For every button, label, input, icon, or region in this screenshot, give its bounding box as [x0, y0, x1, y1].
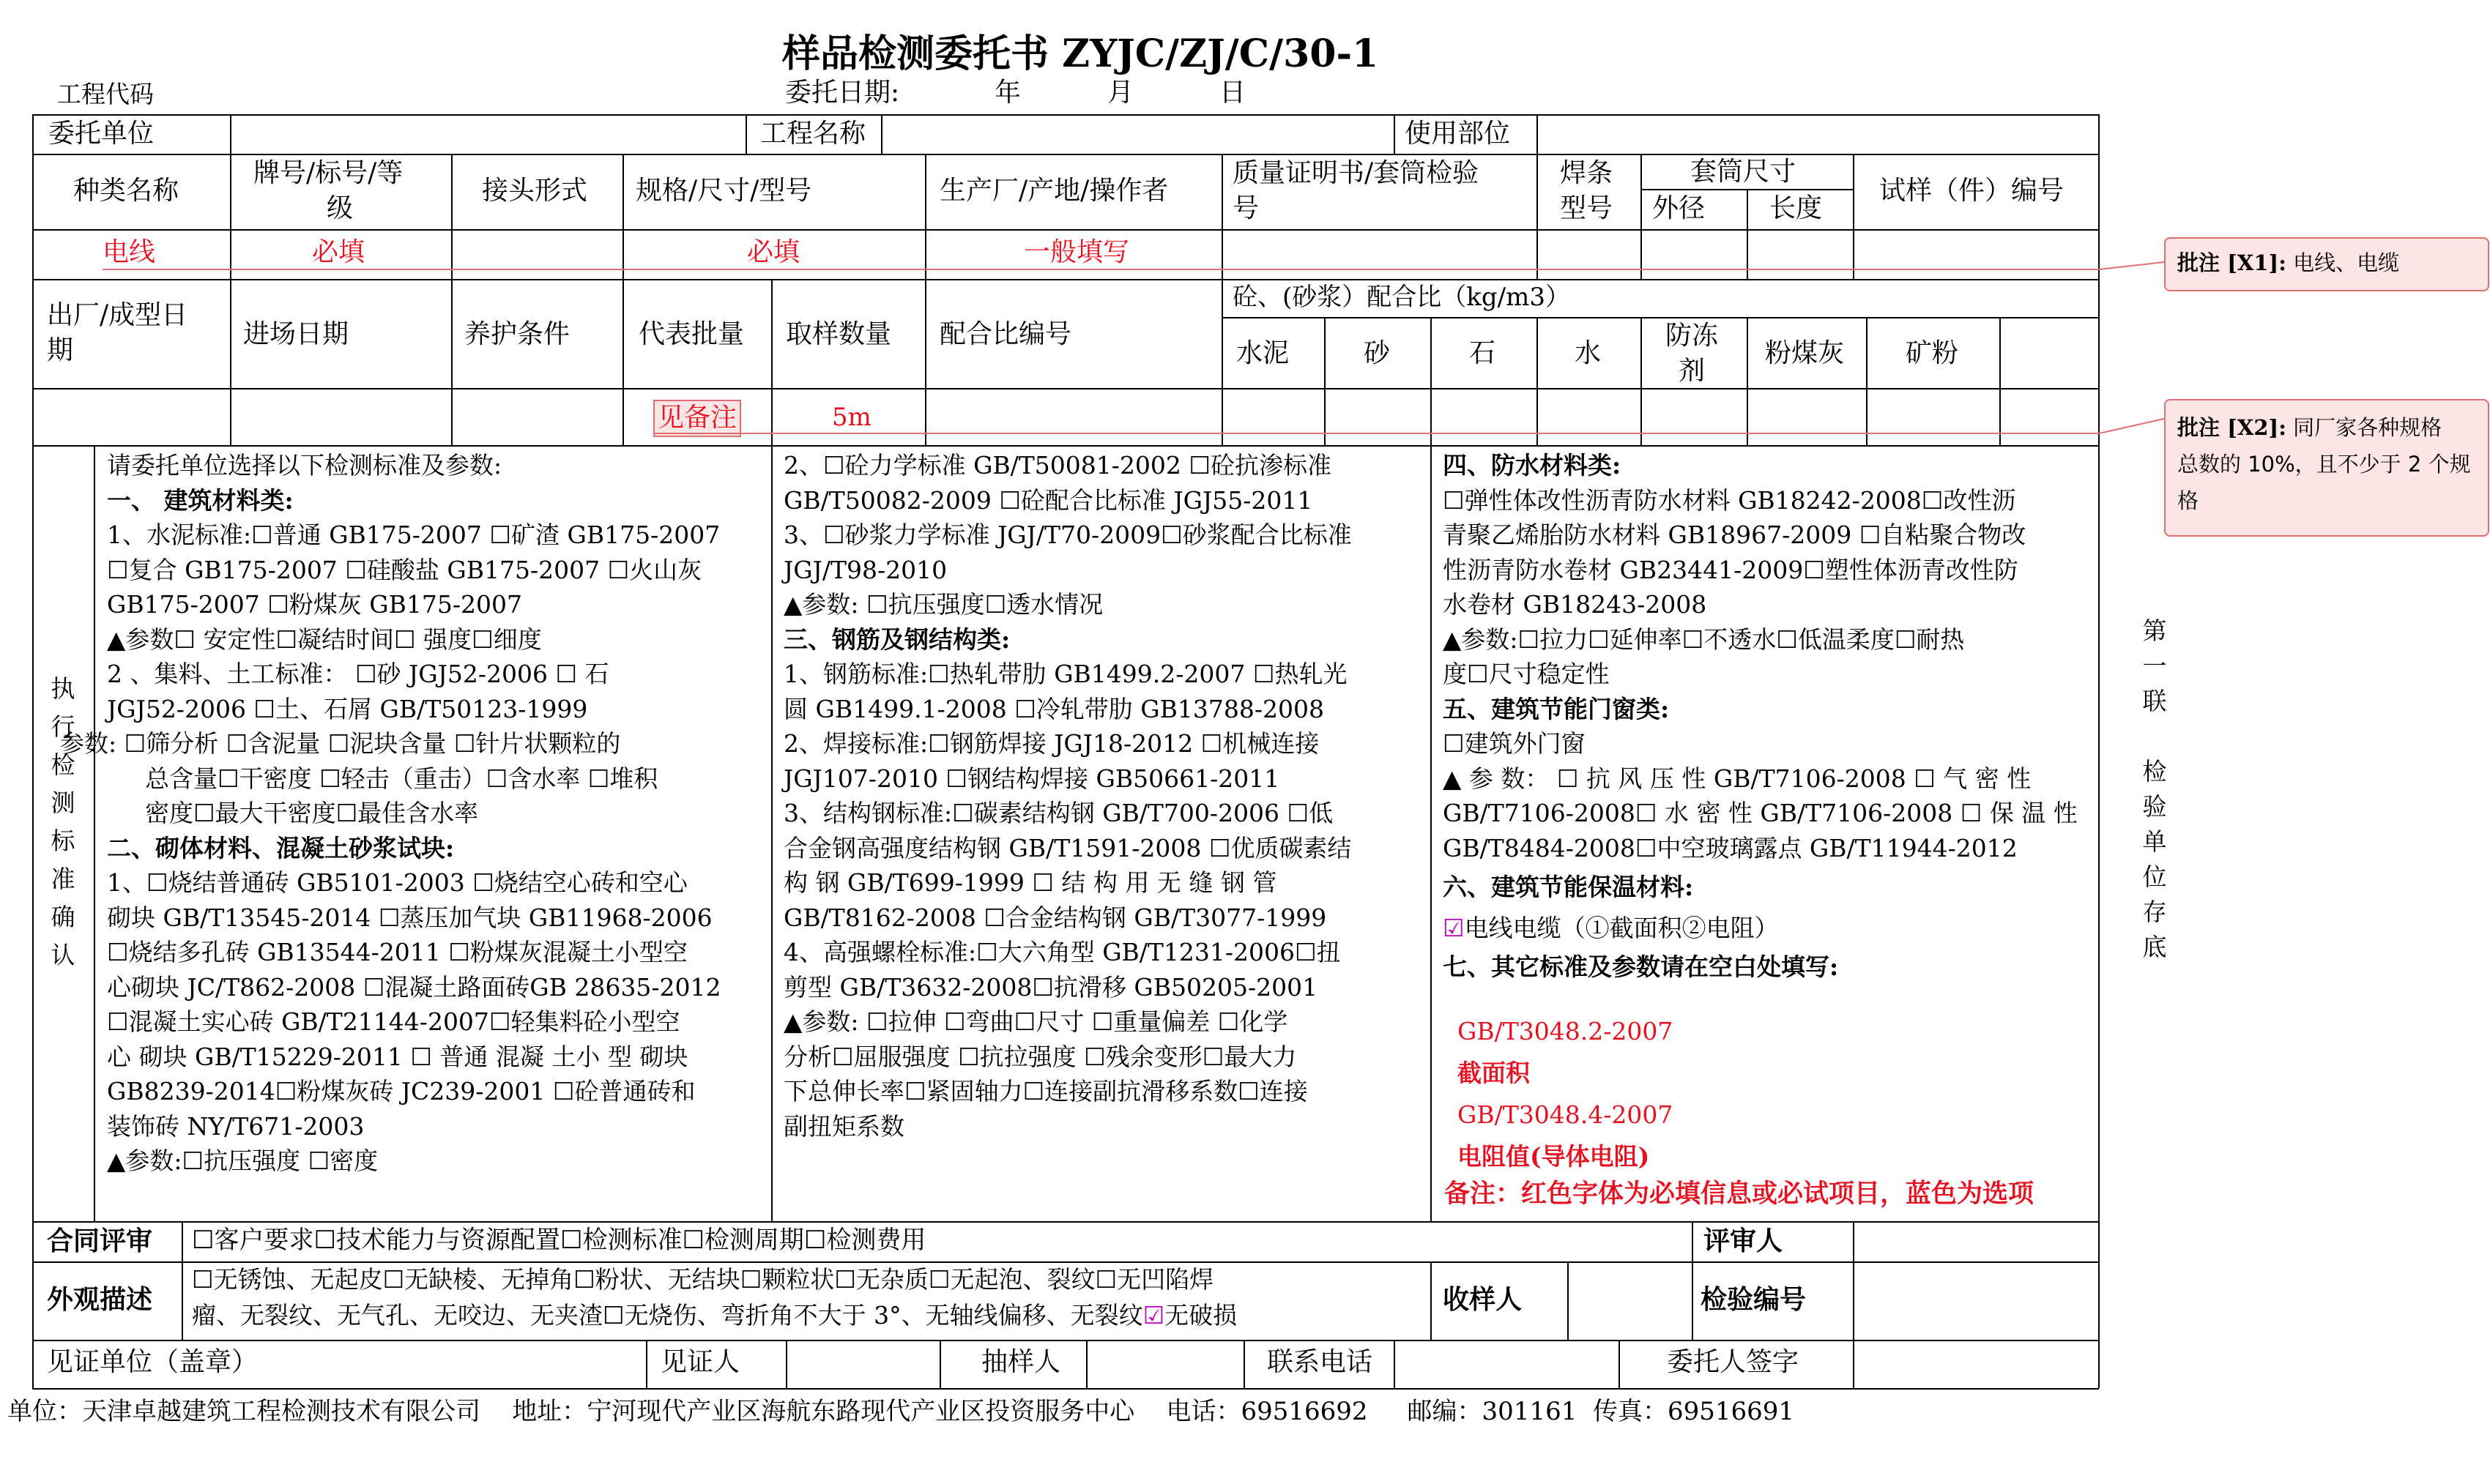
rod-header-1: 焊条 — [1560, 158, 1613, 188]
entrust-date-day: 日 — [1219, 78, 1246, 108]
entrust-date-year: 年 — [995, 78, 1022, 108]
mix-no-header: 配合比编号 — [940, 319, 1072, 349]
batch-header: 代表批量 — [639, 319, 745, 349]
spec-value[interactable]: 必填 — [747, 237, 800, 267]
maker-value[interactable]: 一般填写 — [1024, 237, 1130, 267]
maker-header: 生产厂/产地/操作者 — [940, 176, 1169, 206]
antifreeze-header-2: 剂 — [1679, 356, 1706, 386]
phone-label: 联系电话 — [1267, 1347, 1373, 1377]
sample-qty-header: 取样数量 — [786, 319, 892, 349]
appearance-line-2[interactable]: 瘤、无裂纹、无气孔、无咬边、无夹渣☐无烧伤、弯折角不大于 3°、无轴线偏移、无裂纹☑无破损 — [192, 1301, 1238, 1330]
brand-header-2: 级 — [327, 193, 354, 223]
entrust-date-month: 月 — [1107, 78, 1134, 108]
project-code-label: 工程代码 — [57, 80, 154, 108]
reviewer-label: 评审人 — [1703, 1226, 1783, 1256]
kind-value[interactable]: 电线 — [103, 237, 156, 267]
cert-header-2: 号 — [1233, 193, 1260, 223]
curing-header: 养护条件 — [464, 319, 571, 349]
sand-header: 砂 — [1364, 338, 1391, 368]
antifreeze-header-1: 防冻 — [1665, 321, 1719, 351]
project-name-label: 工程名称 — [760, 119, 866, 149]
col1-standards: 请委托单位选择以下检测标准及参数: 一、 建筑材料类: 1、水泥标准:☐普通 GB175-2007 ☐矿渣 GB175-2007 ☐复合 GB175-2007 ☐硅酸盐 GB175-2007 ☐火山灰 GB175-2007 ☐粉煤灰 GB175-2007 ▲参数☐ 安定性☐凝结时间☐ 强度☐细度 2 、集料、土工标准： ☐砂 JGJ52-2006 ☐ 石 JGJ52-2006 ☐土、石屑 GB/T50123-1999 参数: ☐筛分析 ☐含泥量 ☐泥块含量 ☐针片状颗粒的 总含量☐干密度 ☐轻击（重击）☐含水率 ☐堆积 密度☐最大干密度☐最佳含水率 二、砌体材料、混凝土砂浆试块: 1、☐烧结普通砖 GB5101-2003 ☐烧结空心砖和空心 砌块 GB/T13545-2014 ☐蒸压加气块 GB11968-2006 ☐烧结多孔砖 GB13544-2011 ☐粉煤灰混凝土小型空 心砌块 JC/T862-2008 ☐混凝土路面砖GB 28635-2012 ☐混凝土实心砖 GB/T21144-2007☐轻集料砼小型空 心 砌块 GB/T15229-2011 ☐ 普通 混凝 土小 型 砌块 GB8239-2014☐粉煤灰砖 JC239-2001 ☐砼普通砖和 装饰砖 NY/T671-2003 ▲参数:☐抗压强度 ☐密度 — [60, 451, 721, 1175]
slag-header: 矿粉 — [1906, 338, 1959, 368]
appearance-line-1[interactable]: ☐无锈蚀、无起皮☐无缺棱、无掉角☐粉状、无结块☐颗粒状☐无杂质☐无起泡、裂纹☐无凹陷焊 — [192, 1265, 1214, 1294]
sample-qty-value[interactable]: 5m — [832, 403, 871, 432]
col3-standards: 四、防水材料类: ☐弹性体改性沥青防水材料 GB18242-2008☐改性沥 青聚乙烯胎防水材料 GB18967-2009 ☐自粘聚合物改 性沥青防水卷材 GB23441-2009☐塑性体沥青改性防 水卷材 GB18243-2008 ▲参数:☐拉力☐延伸率☐不透水☐低温柔度☐耐热 度☐尺寸稳定性 五、建筑节能门窗类: ☐建筑外门窗 ▲ 参 数： ☐ 抗 风 压 性 GB/T7106-2008 ☐ 气 密 性 GB/T7106-2008☐ 水 密 性 GB/T7106-2008 ☐ 保 温 性 GB/T8484-2008☐中空玻璃露点 GB/T11944-2012 六、建筑节能保温材料: ☑电线电缆（①截面积②电阻） 七、其它标准及参数请在空白处填写: — [1443, 448, 2078, 985]
no-damage-checkbox[interactable]: ☑ — [1142, 1301, 1165, 1330]
entry-date-header: 进场日期 — [243, 319, 349, 349]
comment-x2[interactable]: 批注 [X2]: 同厂家各种规格 总数的 10%，且不少于 2 个规 格 — [2164, 399, 2489, 537]
note-text: 备注：红色字体为必填信息或必试项目，蓝色为选项 — [1444, 1179, 2034, 1209]
spec-header: 规格/尺寸/型号 — [636, 176, 812, 206]
factory-date-header-1: 出厂/成型日 — [47, 300, 188, 330]
appearance-label: 外观描述 — [47, 1284, 153, 1315]
witness-person-label: 见证人 — [661, 1347, 740, 1377]
flyash-header: 粉煤灰 — [1765, 338, 1845, 368]
receiver-label: 收样人 — [1443, 1284, 1523, 1315]
batch-value[interactable]: 见备注 — [653, 400, 741, 437]
joint-header: 接头形式 — [482, 176, 588, 206]
rod-header-2: 型号 — [1560, 193, 1613, 223]
stone-header: 石 — [1469, 338, 1496, 368]
footer-info: 单位：天津卓越建筑工程检测技术有限公司 地址：宁河现代产业区海航东路现代产业区投资服务中心 电话：69516692 邮编：301161 传真：69516691 — [7, 1397, 1795, 1426]
sample-no-header: 试样（件）编号 — [1879, 176, 2065, 206]
kind-header: 种类名称 — [73, 176, 179, 206]
wire-checkbox[interactable]: ☑ — [1443, 913, 1465, 942]
test-no-label: 检验编号 — [1701, 1284, 1807, 1315]
mix-ratio-header: 砼、(砂浆）配合比（kg/m3） — [1233, 283, 1570, 312]
other-standards-filled[interactable]: GB/T3048.2-2007 截面积 GB/T3048.4-2007 电阻值(导体电阻) — [1457, 1017, 1673, 1171]
witness-unit-label: 见证单位（盖章） — [47, 1347, 259, 1377]
use-part-label: 使用部位 — [1405, 119, 1511, 149]
entrust-date-label: 委托日期: — [785, 78, 900, 108]
cement-header: 水泥 — [1236, 338, 1290, 368]
form-title: 样品检测委托书 ZYJC/ZJ/C/30-1 — [782, 31, 1379, 76]
factory-date-header-2: 期 — [47, 335, 74, 365]
copy-label: 第 一 联 检 验 单 位 存 底 — [2142, 616, 2167, 961]
other-standards-heading: 七、其它标准及参数请在空白处填写: — [1443, 952, 1839, 981]
brand-header-1: 牌号/标号/等 — [253, 158, 404, 188]
contract-review-options[interactable]: ☐客户要求☐技术能力与资源配置☐检测标准☐检测周期☐检测费用 — [192, 1226, 926, 1255]
brand-value[interactable]: 必填 — [312, 237, 365, 267]
standard-confirm-label: 执 行 检 测 标 准 确 认 — [51, 674, 75, 969]
contract-review-label: 合同评审 — [47, 1226, 153, 1256]
length-header: 长度 — [1769, 193, 1823, 223]
water-header: 水 — [1575, 338, 1602, 368]
client-sign-label: 委托人签字 — [1667, 1347, 1799, 1377]
sleeve-header: 套筒尺寸 — [1690, 157, 1796, 187]
col2-standards: 2、☐砼力学标准 GB/T50081-2002 ☐砼抗渗标准 GB/T50082-2009 ☐砼配合比标准 JGJ55-2011 3、☐砂浆力学标准 JGJ/T70-2009☐砂浆配合比标准 JGJ/T98-2010 ▲参数: ☐抗压强度☐透水情况 三、钢筋及钢结构类: 1、钢筋标准:☐热轧带肋 GB1499.2-2007 ☐热轧光 圆 GB1499.1-2008 ☐冷轧带肋 GB13788-2008 2、焊接标准:☐钢筋焊接 JGJ18-2012 ☐机械连接 JGJ107-2010 ☐钢结构焊接 GB50661-2011 3、结构钢标准:☐碳素结构钢 GB/T700-2006 ☐低 合金钢高强度结构钢 GB/T1591-2008 ☐优质碳素结 构 钢 GB/T699-1999 ☐ 结 构 用 无 缝 钢 管 GB/T8162-2008 ☐合金结构钢 GB/T3077-1999 4、高强螺栓标准:☐大六角型 GB/T1231-2006☐扭 剪型 GB/T3632-2008☐抗滑移 GB50205-2001 ▲参数: ☐拉伸 ☐弯曲☐尺寸 ☐重量偏差 ☐化学 分析☐屈服强度 ☐抗拉强度 ☐残余变形☐最大力 下总伸长率☐紧固轴力☐连接副抗滑移系数☐连接 副扭矩系数 — [784, 451, 1352, 1141]
outer-diameter-header: 外径 — [1652, 193, 1706, 223]
client-label: 委托单位 — [48, 119, 155, 149]
cert-header-1: 质量证明书/套筒检验 — [1233, 158, 1479, 188]
comment-x1[interactable]: 批注 [X1]: 电线、电缆 — [2164, 237, 2489, 291]
sampler-label: 抽样人 — [981, 1347, 1061, 1377]
wire-cable-option: 电线电缆（①截面积②电阻） — [1464, 913, 1779, 942]
